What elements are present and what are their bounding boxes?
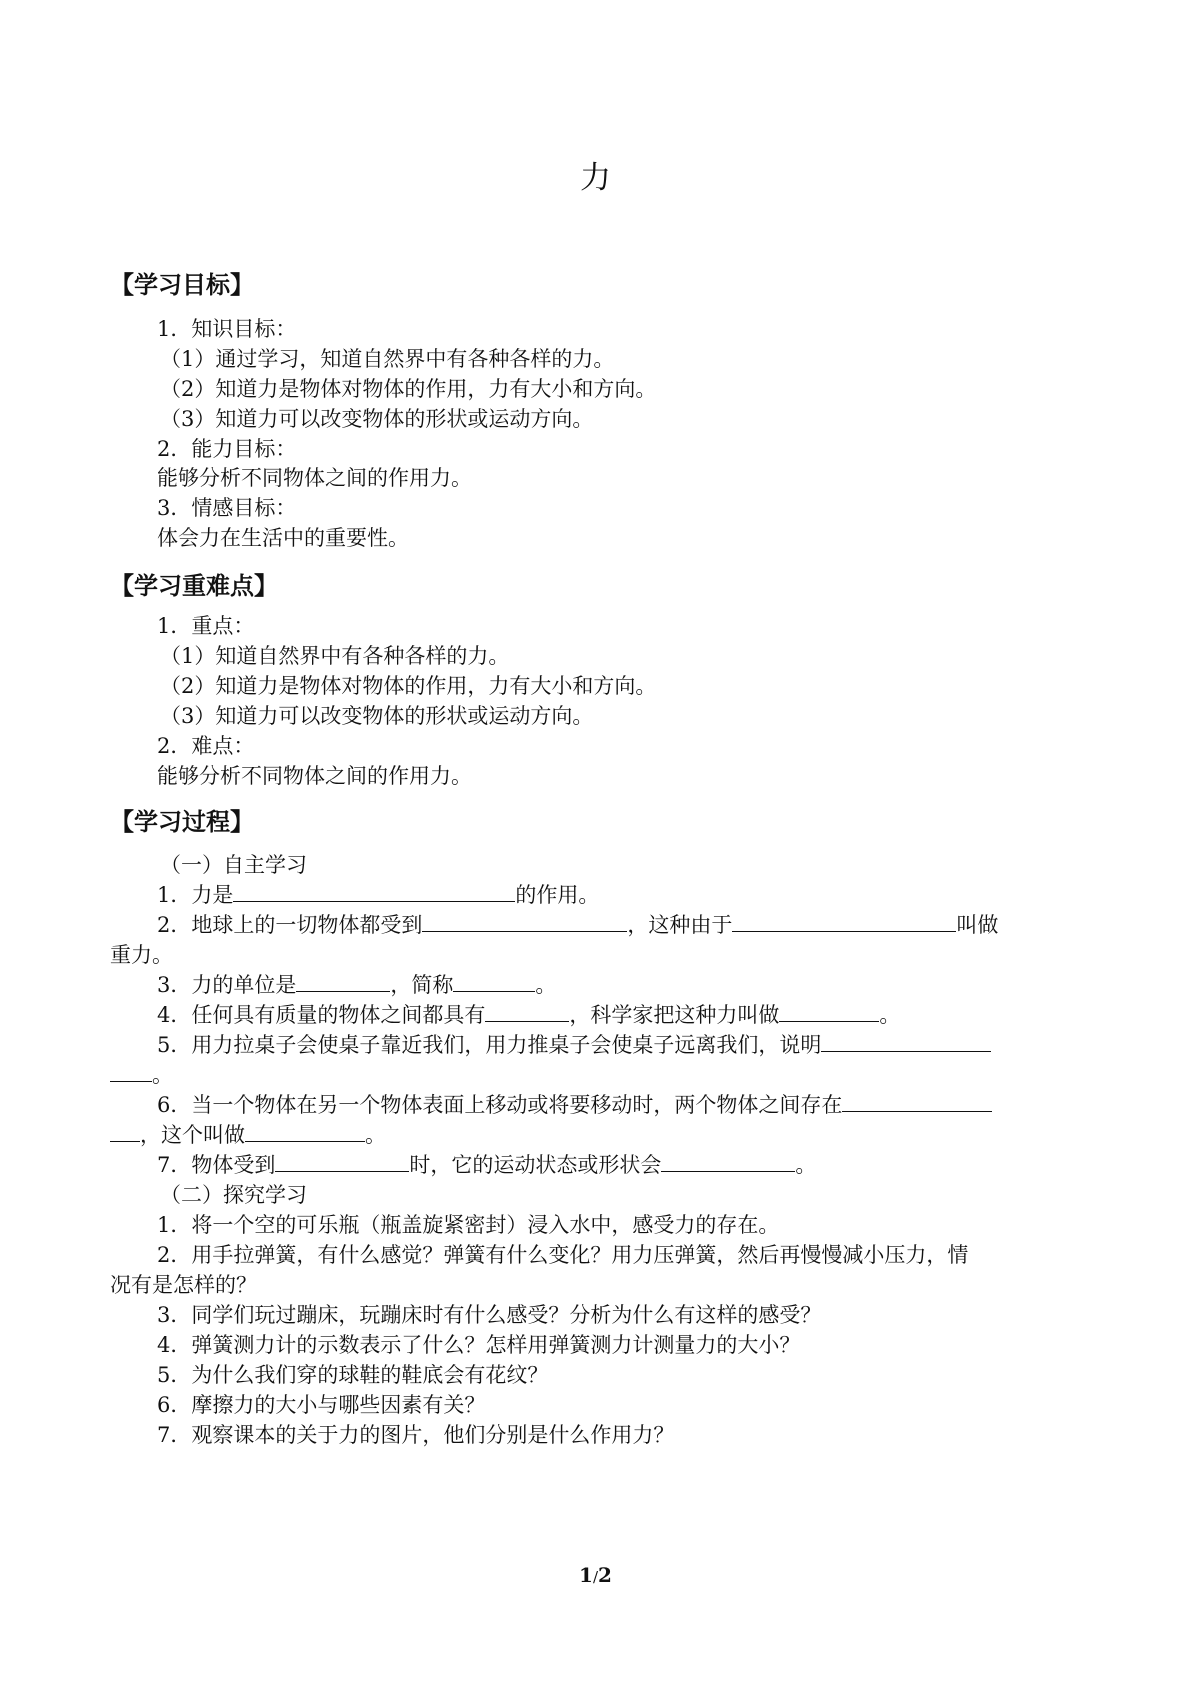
self-study-title: （一）自主学习 [160, 853, 307, 877]
objectives-line: 体会力在生活中的重要性。 [157, 526, 409, 550]
objectives-line: （2）知道力是物体对物体的作用，力有大小和方向。 [160, 377, 657, 401]
answer-blank[interactable] [245, 1121, 365, 1142]
total-pages: 2 [598, 1563, 612, 1587]
answer-blank[interactable] [453, 971, 535, 992]
answer-blank[interactable] [485, 1001, 569, 1022]
inquiry-item: 5．为什么我们穿的球鞋的鞋底会有花纹？ [157, 1363, 549, 1387]
question-text: 2．地球上的一切物体都受到 [157, 913, 423, 937]
answer-blank[interactable] [842, 1091, 992, 1112]
question-text: 时，它的运动状态或形状会 [409, 1153, 662, 1177]
question-text: 。 [365, 1123, 386, 1147]
question-text: 4．任何具有质量的物体之间都具有 [157, 1003, 486, 1027]
objectives-line: （1）通过学习，知道自然界中有各种各样的力。 [160, 347, 615, 371]
question-text: 5．用力拉桌子会使桌子靠近我们，用力推桌子会使桌子远离我们，说明 [157, 1033, 822, 1057]
objectives-heading: 【学习目标】 [110, 271, 254, 299]
question-text: 叫做 [956, 913, 999, 937]
inquiry-item: 1．将一个空的可乐瓶（瓶盖旋紧密封）浸入水中，感受力的存在。 [157, 1213, 780, 1237]
answer-blank[interactable] [110, 1061, 152, 1082]
answer-blank[interactable] [821, 1031, 991, 1052]
current-page: 1 [579, 1563, 593, 1587]
inquiry-item: 4．弹簧测力计的示数表示了什么？怎样用弹簧测力计测量力的大小？ [157, 1333, 801, 1357]
fill-question-5 [157, 1031, 991, 1059]
question-text: 7．物体受到 [157, 1153, 276, 1177]
keypoints-heading: 【学习重难点】 [110, 572, 278, 600]
fill-question-6-cont [110, 1121, 386, 1149]
answer-blank[interactable] [296, 971, 390, 992]
objectives-line: 3．情感目标： [157, 496, 297, 520]
question-text: 。 [879, 1003, 901, 1027]
fill-question-5-cont [110, 1061, 173, 1089]
inquiry-item: 况有是怎样的？ [110, 1273, 257, 1297]
question-text: ，简称 [390, 973, 454, 997]
fill-question-6 [157, 1091, 992, 1119]
answer-blank[interactable] [233, 881, 515, 902]
answer-blank[interactable] [661, 1151, 795, 1172]
fill-question-3 [157, 971, 556, 999]
question-text: 1．力是 [157, 883, 234, 907]
inquiry-item: 6．摩擦力的大小与哪些因素有关？ [157, 1393, 486, 1417]
question-text: 。 [152, 1063, 173, 1087]
keypoints-line: 能够分析不同物体之间的作用力。 [157, 764, 472, 788]
keypoints-line: （3）知道力可以改变物体的形状或运动方向。 [160, 704, 594, 728]
objectives-line: （3）知道力可以改变物体的形状或运动方向。 [160, 407, 594, 431]
objectives-line: 能够分析不同物体之间的作用力。 [157, 466, 472, 490]
inquiry-title: （二）探究学习 [160, 1183, 307, 1207]
answer-blank[interactable] [779, 1001, 879, 1022]
answer-blank[interactable] [422, 911, 627, 932]
inquiry-item: 3．同学们玩过蹦床，玩蹦床时有什么感受？分析为什么有这样的感受？ [157, 1303, 822, 1327]
question-text: ，这个叫做 [140, 1123, 245, 1147]
inquiry-item: 2．用手拉弹簧，有什么感觉？弹簧有什么变化？用力压弹簧，然后再慢慢减小压力，情 [157, 1243, 969, 1267]
question-text: 。 [795, 1153, 817, 1177]
question-text: ，这种由于 [627, 913, 733, 937]
answer-blank[interactable] [110, 1121, 140, 1142]
objectives-line: 1．知识目标： [157, 317, 297, 341]
page-separator: / [592, 1568, 599, 1586]
page-title: 力 [580, 160, 611, 196]
fill-question-1 [157, 881, 599, 909]
keypoints-line: （1）知道自然界中有各种各样的力。 [160, 644, 510, 668]
answer-blank[interactable] [732, 911, 956, 932]
fill-question-7 [157, 1151, 816, 1179]
keypoints-line: （2）知道力是物体对物体的作用，力有大小和方向。 [160, 674, 657, 698]
question-text: 6．当一个物体在另一个物体表面上移动或将要移动时，两个物体之间存在 [157, 1093, 843, 1117]
inquiry-item: 7．观察课本的关于力的图片，他们分别是什么作用力？ [157, 1423, 675, 1447]
question-text: 3．力的单位是 [157, 973, 297, 997]
process-heading: 【学习过程】 [110, 808, 254, 836]
page-number [0, 1562, 1191, 1590]
question-text: 。 [535, 973, 557, 997]
question-text: 的作用。 [515, 883, 600, 907]
fill-question-2-cont: 重力。 [110, 943, 173, 967]
fill-question-4 [157, 1001, 900, 1029]
objectives-line: 2．能力目标： [157, 437, 297, 461]
answer-blank[interactable] [275, 1151, 409, 1172]
keypoints-line: 1．重点： [157, 614, 255, 638]
keypoints-line: 2．难点： [157, 734, 255, 758]
question-text: ，科学家把这种力叫做 [569, 1003, 780, 1027]
fill-question-2 [157, 911, 998, 939]
